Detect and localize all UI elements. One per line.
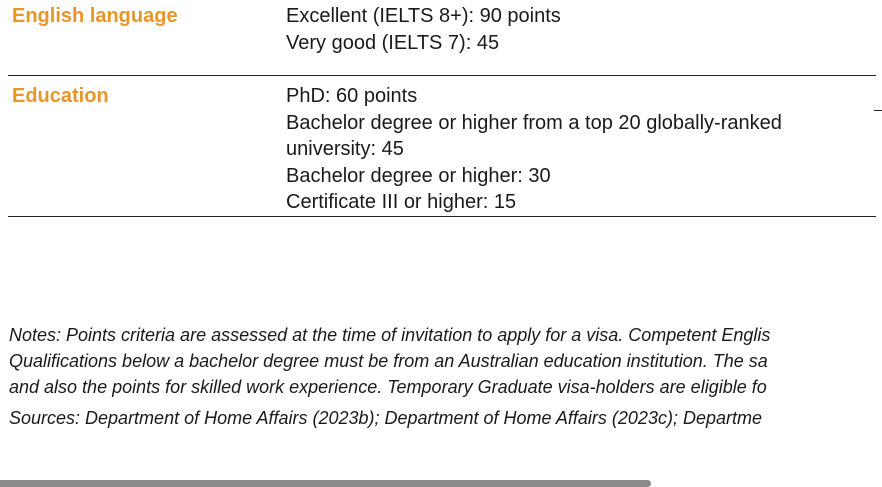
criteria-line: PhD: 60 points [286,85,418,107]
row-criteria [286,3,846,56]
table-edge-mark [874,110,882,111]
notes-line: Qualifications below a bachelor degree must be from an Australian education institution. The sa [9,351,768,371]
notes-line: and also the points for skilled work experience. Temporary Graduate visa-holders are eligible fo [9,377,767,397]
notes-line: Notes: Points criteria are assessed at the time of invitation to apply for a visa. Competent Englis [9,325,771,345]
table-sources: Sources: Department of Home Affairs (2023b); Department of Home Affairs (2023c); Departme [9,408,762,428]
criteria-line: Bachelor degree or higher from a top 20 globally-ranked university: 45 [286,111,782,160]
criteria-line: Very good (IELTS 7): 45 [286,31,500,54]
row-label: English language [12,5,178,27]
criteria-line: Certificate III or higher: 15 [286,191,517,213]
table-notes [9,322,882,400]
row-label: Education [12,85,109,107]
row-divider [8,75,876,76]
horizontal-scrollbar[interactable] [0,480,651,487]
criteria-line: Excellent (IELTS 8+): 90 points [286,5,561,27]
criteria-line: Bachelor degree or higher: 30 [286,164,551,187]
table-bottom-rule [8,216,876,217]
row-criteria [286,83,846,216]
